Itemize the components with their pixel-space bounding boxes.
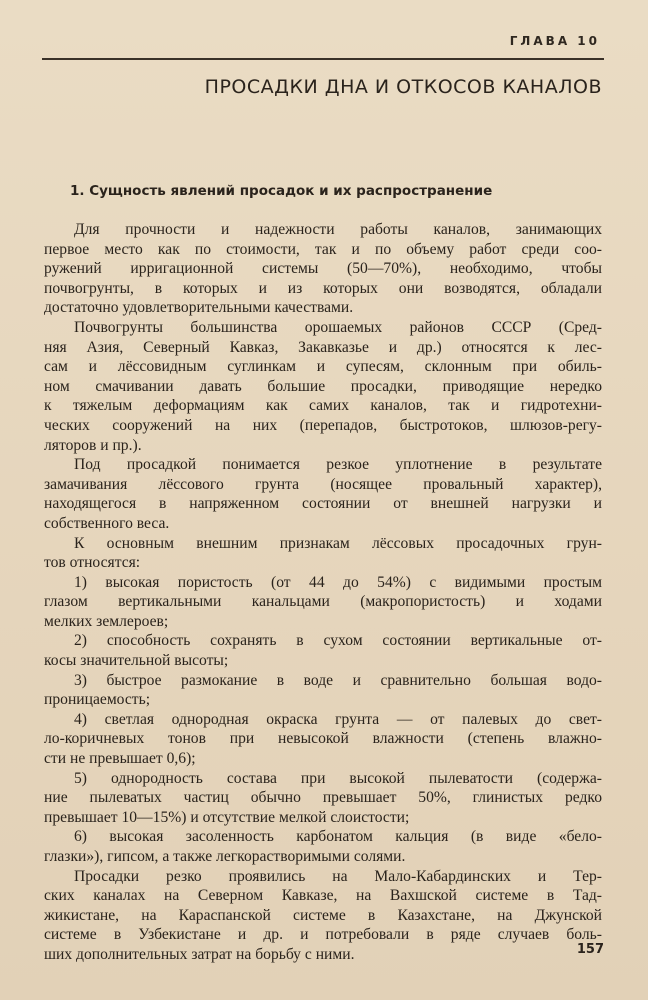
- text-line: мелких землероев;: [44, 612, 169, 630]
- text-line: собственного веса.: [44, 514, 170, 532]
- text-line: 1) высокая пористость (от 44 до 54%) с видимыми простым: [74, 573, 602, 591]
- section-title: 1. Сущность явлений просадок и их распространение: [70, 183, 493, 199]
- text-line: Почвогрунты большинства орошаемых районов СССР (Сред-: [74, 318, 602, 336]
- text-line: Под просадкой понимается резкое уплотнение в результате: [74, 456, 602, 474]
- text-line: 6) высокая засоленность карбонатом кальция (в виде «бело-: [74, 828, 602, 846]
- text-line: К основным внешним признакам лёссовых просадочных грун-: [74, 534, 602, 552]
- text-line: ружений ирригационной системы (50—70%), необходимо, чтобы: [44, 260, 602, 278]
- text-line: замачивания лёссового грунта (носящее провальный характер),: [44, 475, 602, 493]
- page-number: 157: [576, 942, 604, 957]
- header-rule: [42, 58, 604, 60]
- text-line: 4) светлая однородная окраска грунта — от палевых до свет-: [74, 710, 602, 728]
- text-line: находящегося в напряженном состоянии от внешней нагрузки и: [44, 495, 602, 513]
- text-line: косы значительной высоты;: [44, 652, 229, 670]
- chapter-title: ПРОСАДКИ ДНА И ОТКОСОВ КАНАЛОВ: [204, 76, 602, 98]
- text-line: системе в Узбекистане и др. и потребовали в ряде случаев боль-: [44, 926, 602, 944]
- text-line: глазки»), гипсом, а также легкорастворимыми солями.: [44, 848, 406, 865]
- body-text: [44, 220, 602, 965]
- text-line: проницаемость;: [44, 691, 151, 709]
- text-line: Для прочности и надежности работы каналов, занимающих: [74, 221, 602, 238]
- text-line: сти не превышает 0,6);: [44, 750, 196, 768]
- text-line: ном смачивании давать большие просадки, приводящие нередко: [44, 377, 602, 395]
- text-line: жикистане, на Караспанской системе в Казахстане, на Джунской: [44, 906, 602, 924]
- text-line: ло-коричневых тонов при невысокой влажности (степень влажно-: [44, 730, 602, 748]
- text-line: сам и лёссовидным суглинкам и супесям, склонным при обиль-: [44, 358, 602, 376]
- text-line: 2) способность сохранять в сухом состоянии вертикальные от-: [74, 632, 602, 650]
- chapter-label: ГЛАВА 10: [509, 34, 600, 48]
- text-line: Просадки резко проявились на Мало-Кабардинских и Тер-: [74, 867, 602, 885]
- text-line: почвогрунты, в которых и из которых они возводятся, обладали: [44, 279, 602, 297]
- text-line: глазом вертикальными канальцами (макропористость) и ходами: [44, 593, 602, 611]
- text-line: первое место как по стоимости, так и по объему работ среди соо-: [44, 240, 602, 258]
- text-line: 3) быстрое размокание в воде и сравнительно большая водо-: [74, 671, 602, 689]
- text-line: ских каналах на Северном Кавказе, на Вахшской системе в Тад-: [44, 887, 602, 905]
- text-line: 5) однородность состава при высокой пылеватости (содержа-: [74, 769, 602, 787]
- text-line: достаточно удовлетворительными качествами.: [44, 299, 354, 317]
- text-line: ческих сооружений на них (перепадов, быстротоков, шлюзов-регу-: [44, 416, 602, 434]
- text-line: ших дополнительных затрат на борьбу с ними.: [44, 945, 355, 963]
- text-line: няя Азия, Северный Кавказ, Закавказье и др.) относятся к лес-: [44, 338, 602, 356]
- text-line: ляторов и пр.).: [44, 436, 142, 454]
- text-line: тов относятся:: [44, 554, 141, 572]
- text-line: превышает 10—15%) и отсутствие мелкой слоистости;: [44, 808, 410, 826]
- text-line: ние пылеватых частиц обычно превышает 50%, глинистых редко: [44, 789, 602, 807]
- text-line: к тяжелым деформациям как самих каналов, так и гидротехни-: [44, 397, 602, 415]
